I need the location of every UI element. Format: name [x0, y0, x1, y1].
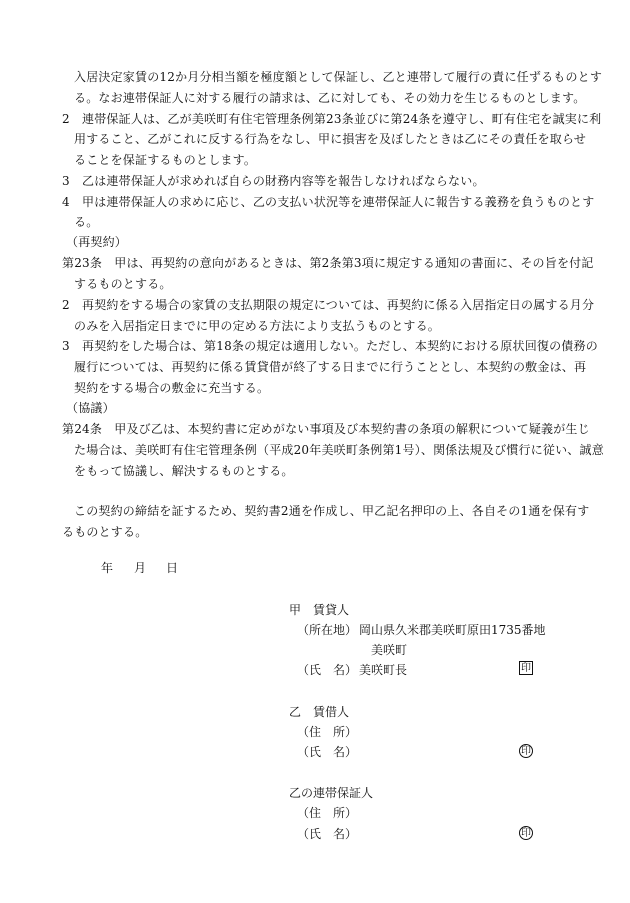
lessor-address-label: （所在地）	[297, 623, 358, 637]
lessor-name-label: （氏 名）	[297, 663, 358, 677]
text-line: 用すること、乙がこれに反する行為をなし、甲に損害を及ぼしたときは乙にその責任を取らせ	[74, 132, 587, 146]
date-month: 月	[134, 561, 147, 575]
lessor-seal: 印	[521, 663, 531, 674]
text-line: 入居決定家賃の12か月分相当額を極度額として保証し、乙と連帯して履行の責に任ずるものとす	[74, 70, 603, 84]
text-line: をもって協議し、解決するものとする。	[74, 464, 294, 478]
text-line: 3 乙は連帯保証人が求めれば自らの財務内容等を報告しなければならない。	[62, 174, 485, 188]
section-heading: （協議）	[66, 401, 115, 415]
lessor-address-value: 岡山県久米郡美咲町原田1735番地	[359, 623, 546, 637]
lessee-address-label: （住 所）	[297, 725, 358, 739]
date-year: 年	[101, 561, 114, 575]
lessor-name-value: 美咲町長	[359, 663, 408, 677]
text-line: のみを入居指定日までに甲の定める方法により支払うものとする。	[74, 319, 441, 333]
text-line: 4 甲は連帯保証人の求めに応じ、乙の支払い状況等を連帯保証人に報告する義務を負うものとす	[62, 195, 595, 209]
text-line: 履行については、再契約に係る賃貸借が終了する日までに行うこととし、本契約の敷金は、再	[74, 360, 587, 374]
lessee-seal: 印	[521, 746, 531, 757]
guarantor-seal: 印	[521, 828, 531, 839]
text-line: この契約の締結を証するため、契約書2通を作成し、甲乙記名押印の上、各自その1通を保有す	[74, 504, 590, 518]
text-line: る。なお連帯保証人に対する履行の請求は、乙に対しても、その効力を生じるものとします。	[74, 91, 586, 105]
lessor-address-value-2: 美咲町	[371, 643, 408, 657]
text-line: するものとする。	[74, 277, 172, 291]
text-line: 第23条 甲は、再契約の意向があるときは、第2条第3項に規定する通知の書面に、その旨を付記	[62, 256, 594, 270]
text-line: ることを保証するものとします。	[74, 153, 257, 167]
lessor-title: 甲 賃貸人	[289, 603, 350, 617]
text-line: た場合は、美咲町有住宅管理条例（平成20年美咲町条例第1号）、関係法規及び慣行に従い、誠意	[74, 443, 604, 457]
lessee-title: 乙 賃借人	[289, 705, 350, 719]
lessee-name-label: （氏 名）	[297, 745, 358, 759]
text-line: 第24条 甲及び乙は、本契約書に定めがない事項及び本契約書の条項の解釈について疑義が生じ	[62, 422, 590, 436]
date-day: 日	[166, 561, 179, 575]
text-line: 2 再契約をする場合の家賃の支払期限の規定については、再契約に係る入居指定日の属する月分	[62, 298, 595, 312]
text-line: 2 連帯保証人は、乙が美咲町有住宅管理条例第23条並びに第24条を遵守し、町有住宅を誠実に利	[62, 112, 602, 126]
guarantor-title: 乙の連帯保証人	[289, 786, 374, 800]
text-line: 契約をする場合の敷金に充当する。	[74, 381, 270, 395]
guarantor-address-label: （住 所）	[297, 806, 358, 820]
text-line: 3 再契約をした場合は、第18条の規定は適用しない。ただし、本契約における原状回復の債務の	[62, 339, 598, 353]
section-heading: （再契約）	[66, 235, 128, 249]
text-line: るものとする。	[62, 525, 148, 539]
text-line: る。	[74, 215, 99, 229]
guarantor-name-label: （氏 名）	[297, 827, 358, 841]
